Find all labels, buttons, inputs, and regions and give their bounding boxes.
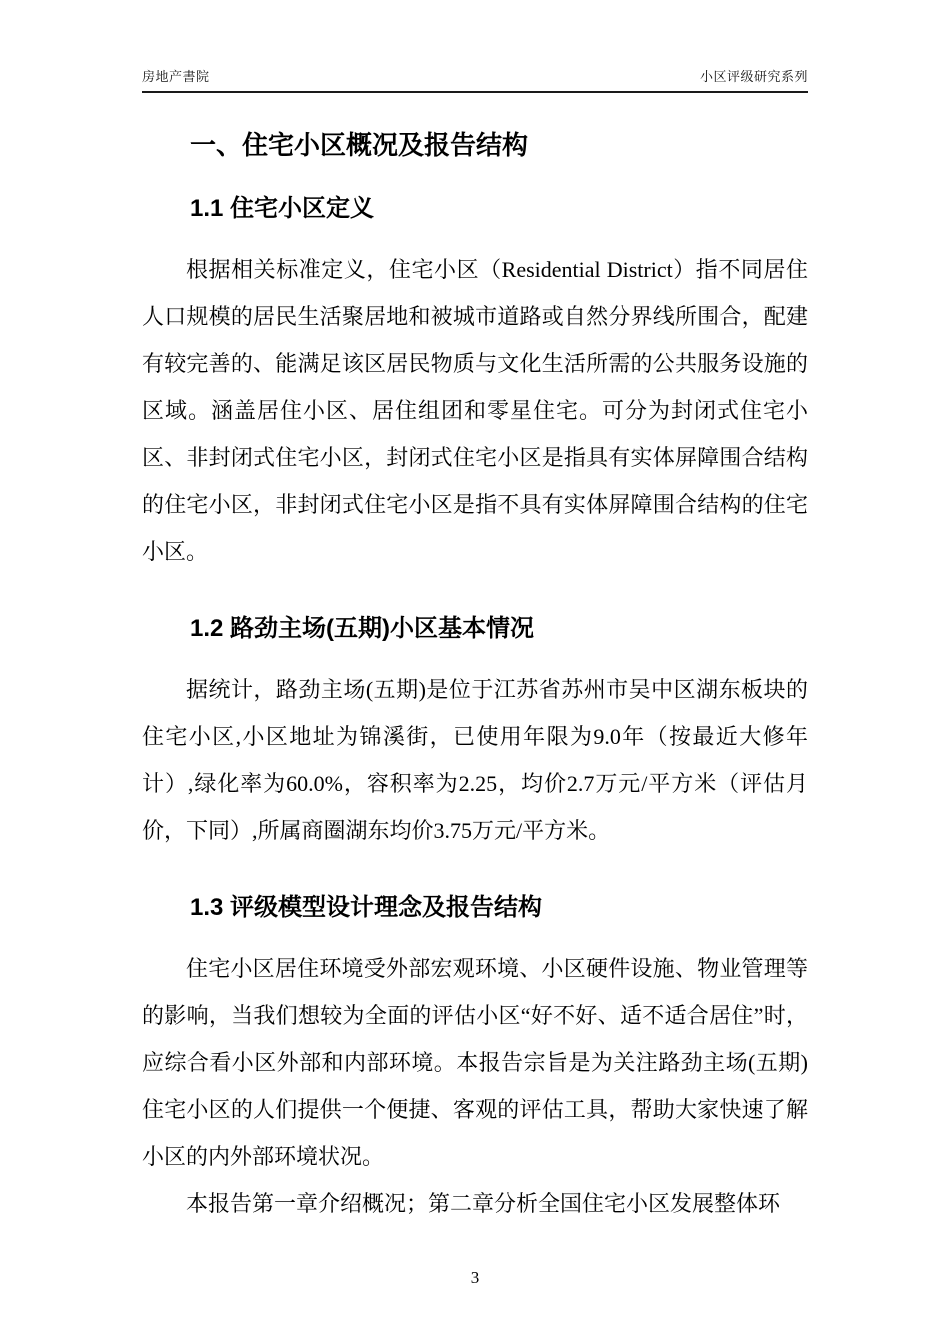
page-footer [0,1268,950,1288]
header-left-text: 房地产書院 [142,69,210,84]
section-title-1-3: 1.3 评级模型设计理念及报告结构 [190,894,543,922]
document-body [142,129,808,1227]
paragraph-model-concept: 住宅小区居住环境受外部宏观环境、小区硬件设施、物业管理等的影响，当我们想较为全面的评估小区“好不好、适不适合居住”时，应综合看小区外部和内部环境。本报告宗旨是为关注路劲主场(五期)住宅小区的人们提供一个便捷、客观的评估工具，帮助大家快速了解小区的内外部环境状况。 [142,956,808,1170]
chapter-title: 一、住宅小区概况及报告结构 [190,130,529,160]
document-header [142,0,808,93]
page-number: 3 [470,1268,480,1287]
paragraph-definition: 根据相关标准定义，住宅小区（Residential District）指不同居住人口规模的居民生活聚居地和被城市道路或自然分界线所围合，配建有较完善的、能满足该区居民物质与文化生活所需的公共服务设施的区域。涵盖居住小区、居住组团和零星住宅。可分为封闭式住宅小区、非封闭式住宅小区，封闭式住宅小区是指具有实体屏障围合结构的住宅小区，非封闭式住宅小区是指不具有实体屏障围合结构的住宅小区。 [142,256,808,564]
paragraph-basic-info: 据统计，路劲主场(五期)是位于江苏省苏州市吴中区湖东板块的住宅小区,小区地址为锦溪街，已使用年限为9.0年（按最近大修年计）,绿化率为60.0%，容积率为2.25，均价2.7万元/平方米（评估月价，下同）,所属商圈湖东均价3.75万元/平方米。 [142,677,808,844]
section-title-1-2: 1.2 路劲主场(五期)小区基本情况 [190,614,535,642]
header-right-text: 小区评级研究系列 [699,69,808,84]
section-title-1-1: 1.1 住宅小区定义 [190,194,375,222]
paragraph-report-structure: 本报告第一章介绍概况；第二章分析全国住宅小区发展整体环 [186,1191,781,1217]
